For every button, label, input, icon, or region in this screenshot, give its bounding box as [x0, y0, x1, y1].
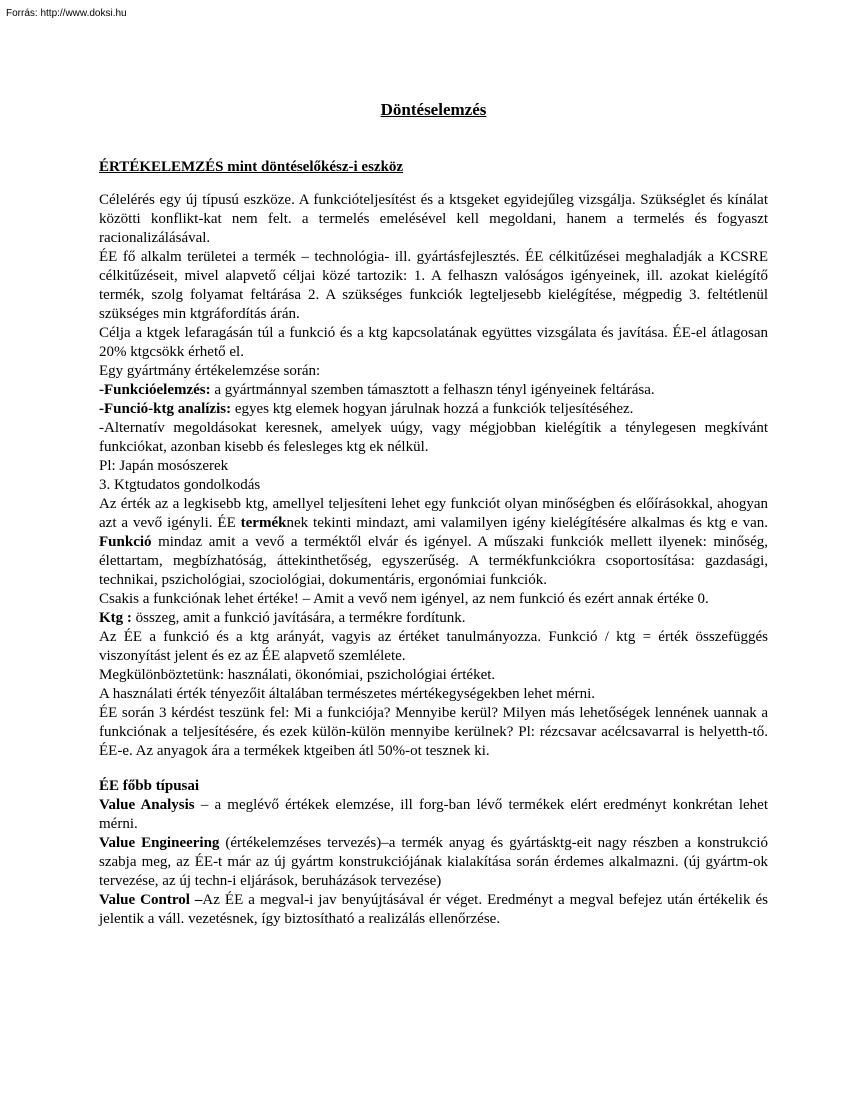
document-page — [99, 100, 768, 929]
term-value-analysis: Value Analysis — [99, 797, 195, 813]
paragraph-arany: Az ÉE a funkció és a ktg arányát, vagyis az értéket tanulmányozza. Funkció / ktg = érték összefüggés viszonyítást jelent és ez az ÉE alapvető szemlélete. — [99, 629, 768, 664]
definition-value-control: Az ÉE a megval-i jav benyújtásával ér véget. Eredményt a megval befejez után értékelik és jelentik a váll. vezetésnek, így biztosítható a realizálás ellenőrzése. — [99, 892, 768, 927]
paragraph-ktgtudatos: 3. Ktgtudatos gondolkodás — [99, 477, 261, 493]
paragraph-2: ÉE fő alkalm területei a termék – technológia- ill. gyártásfejlesztés. ÉE célkitűzései meghaladják a KCSRE célkitűzéseit, mivel alapvető céljai közé tartozik: 1. A felhaszn valóságos igényeinek, ill. azokat kielégítő termék, szolg folyamat feltárása 2. A szükséges funkciók legteljesebb kielégítése, mégpedig 3. feltétlenül szükséges min ktgráfordítás árán. — [99, 249, 768, 322]
paragraph-megkulonboztetunk: Megkülönböztetünk: használati, ökonómiai, pszichológiai értéket. — [99, 667, 496, 683]
term-termek: termék — [240, 515, 287, 531]
term-funkcioelemzes: -Funkcióelemzés: — [99, 382, 211, 398]
paragraph-alternativ: -Alternatív megoldásokat keresnek, amelyek uúgy, vagy mégjobban kielégítik a ténylegesen megkívánt funkciókat, azonban kisebb és felesleges ktg ek nélkül. — [99, 420, 768, 455]
term-ktg: Ktg : — [99, 610, 132, 626]
paragraph-kerdesek: ÉE során 3 kérdést teszünk fel: Mi a funkciója? Mennyibe kerül? Milyen más lehetőségek lennének uannak a funkciónak a teljesítésére, és ezek külön-külön mennyibe kerülnek? Pl: rézcsavar acélcsavarral is helyetth-tő. ÉE-e. Az anyagok ára a termékek ktgeiben átl 50%-ot tesznek ki. — [99, 705, 768, 759]
text-segment: nek tekinti mindazt, ami valamilyen igény kielégítésére alkalmas és ktg e van. — [286, 515, 768, 531]
text-segment: mindaz amit a vevő a terméktől elvár és igényel. A műszaki funkciók mellett ilyenek: minőség, élettartam, megbízhatóság, áttekinthetőség, egyszerűség. A termékfunkciókra csoportosítása: gazdasági, technikai, pszichológiai, szociológiai, dokumentáris, ergonómiai funkciók. — [99, 534, 768, 588]
paragraph-funkcioelemzes — [99, 381, 768, 400]
term-value-engineering: Value Engineering — [99, 835, 220, 851]
paragraph-ktg — [99, 609, 768, 628]
paragraph-example: Pl: Japán mosószerek — [99, 458, 229, 474]
term-funkcio: Funkció — [99, 534, 152, 550]
paragraph-3: Célja a ktgek lefaragásán túl a funkció és a ktg kapcsolatának együttes vizsgálata és javítása. ÉE-el átlagosan 20% ktgcsökk érhető el. — [99, 325, 768, 360]
definition-value-analysis: – a meglévő értékek elemzése, ill forg-ban lévő termékek elért eredményt konkrétan lehet mérni. — [99, 797, 768, 832]
definition-funkcio-ktg: egyes ktg elemek hogyan járulnak hozzá a funkciók teljesítéséhez. — [231, 401, 634, 417]
paragraph-value-control — [99, 891, 768, 929]
paragraph-funkcio-ktg — [99, 400, 768, 419]
term-funkcio-ktg: -Funció-ktg analízis: — [99, 401, 232, 417]
term-value-control: Value Control – — [99, 892, 203, 908]
source-note: Forrás: http://www.doksi.hu — [6, 8, 127, 19]
paragraph-value-analysis — [99, 796, 768, 834]
paragraph-value-engineering — [99, 834, 768, 891]
definition-value-engineering: (értékelemzéses tervezés)–a termék anyag és gyártásktg-eit nagy részben a konstrukció szabja meg, az ÉE-t már az új gyártm konstrukciójának kialakítása során érdemes alkalmazni. (új gyártm-ok tervezése, az új techn-i eljárások, beruházások tervezése) — [99, 835, 768, 889]
paragraph-4: Egy gyártmány értékelemzése során: — [99, 363, 321, 379]
text-segment: Az érték az a legkisebb ktg, amellyel teljesíteni lehet egy funkciót olyan minőségben és előírásokkal, ahogyan azt a vevő igényli. ÉE — [99, 496, 768, 531]
document-title: Döntéselemzés — [380, 100, 487, 119]
paragraph-csakis: Csakis a funkciónak lehet értéke! – Amit a vevő nem igényel, az nem funkció és ezért annak értéke 0. — [99, 591, 709, 607]
paragraph-1: Célelérés egy új típusú eszköze. A funkcióteljesítést és a ktsgeket egyidejűleg vizsgálja. Szükséglet és kínálat közötti konflikt-kat nem felt. a termelés emelésével kell megoldani, hanem a termelés és fogyaszt racionalizálásával. — [99, 192, 768, 246]
paragraph-hasznalati: A használati érték tényezőit általában természetes mértékegységekben lehet mérni. — [99, 686, 596, 702]
definition-funkcioelemzes: a gyártmánnyal szemben támasztott a felhaszn tényl igényeinek feltárása. — [210, 382, 655, 398]
definition-ktg: összeg, amit a funkció javítására, a termékre fordítunk. — [131, 610, 466, 626]
section-title-ertekelemzes: ÉRTÉKELEMZÉS mint döntéselőkész-i eszköz — [99, 159, 404, 175]
paragraph-ertek — [99, 495, 768, 590]
section-title-tipusai: ÉE főbb típusai — [99, 778, 200, 794]
